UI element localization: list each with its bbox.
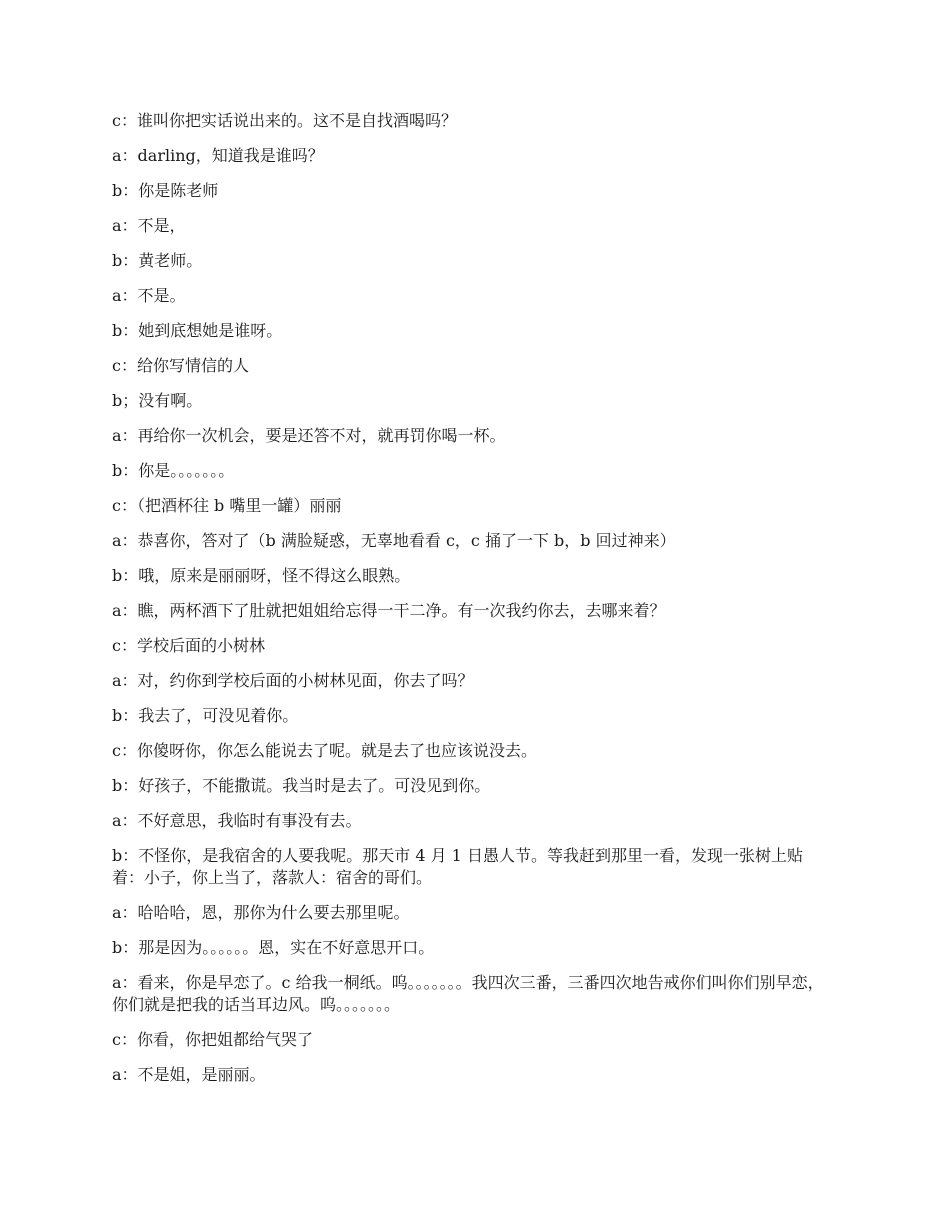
dialogue-line: b：好孩子，不能撒谎。我当时是去了。可没见到你。	[112, 776, 491, 795]
dialogue-line: a：看来，你是早恋了。c 给我一桐纸。呜。。。。。。。我四次三番，三番四次地告戒你们叫你们别早恋，你们就是把我的话当耳边风。呜。。。。。。。	[112, 973, 824, 1014]
dialogue-line: b：你是陈老师	[112, 181, 219, 200]
dialogue-line: b：我去了，可没见着你。	[112, 706, 299, 725]
dialogue-line: a：再给你一次机会，要是还答不对，就再罚你喝一杯。	[112, 426, 506, 445]
dialogue-line: b：哦，原来是丽丽呀，怪不得这么眼熟。	[112, 566, 411, 585]
dialogue-line: c：给你写情信的人	[112, 356, 249, 375]
dialogue-line: c：你看，你把姐都给气哭了	[112, 1030, 313, 1049]
dialogue-line: c：谁叫你把实话说出来的。这不是自找酒喝吗？	[112, 111, 457, 130]
dialogue-line: a：不是，	[112, 216, 186, 235]
dialogue-line: a：不是姐，是丽丽。	[112, 1065, 266, 1084]
dialogue-line: c：（把酒杯往 b 嘴里一罐）丽丽	[112, 496, 342, 515]
dialogue-line: b：你是。。。。。。。	[112, 461, 235, 480]
dialogue-body	[112, 110, 832, 1099]
dialogue-line: b：她到底想她是谁呀。	[112, 321, 283, 340]
dialogue-line: b：那是因为。。。。。。恩，实在不好意思开口。	[112, 938, 435, 957]
dialogue-line: b；没有啊。	[112, 391, 203, 410]
dialogue-line: b：黄老师。	[112, 251, 203, 270]
dialogue-line: c：学校后面的小树林	[112, 636, 265, 655]
dialogue-line: a：哈哈哈，恩，那你为什么要去那里呢。	[112, 903, 410, 922]
dialogue-line: a：对，约你到学校后面的小树林见面，你去了吗？	[112, 671, 474, 690]
dialogue-line: a：不好意思，我临时有事没有去。	[112, 811, 362, 830]
dialogue-line: a：darling，知道我是谁吗？	[112, 146, 324, 165]
dialogue-line: a：不是。	[112, 286, 186, 305]
dialogue-line: a：恭喜你，答对了（b 满脸疑惑，无辜地看看 c，c 捅了一下 b，b 回过神来）	[112, 531, 676, 550]
dialogue-line: a：瞧，两杯酒下了肚就把姐姐给忘得一干二净。有一次我约你去，去哪来着？	[112, 601, 666, 620]
dialogue-line: c：你傻呀你，你怎么能说去了呢。就是去了也应该说没去。	[112, 741, 537, 760]
dialogue-line: b：不怪你，是我宿舍的人要我呢。那天市 4 月 1 日愚人节。等我赶到那里一看，发现一张树上贴着：小子，你上当了，落款人：宿舍的哥们。	[112, 846, 803, 887]
